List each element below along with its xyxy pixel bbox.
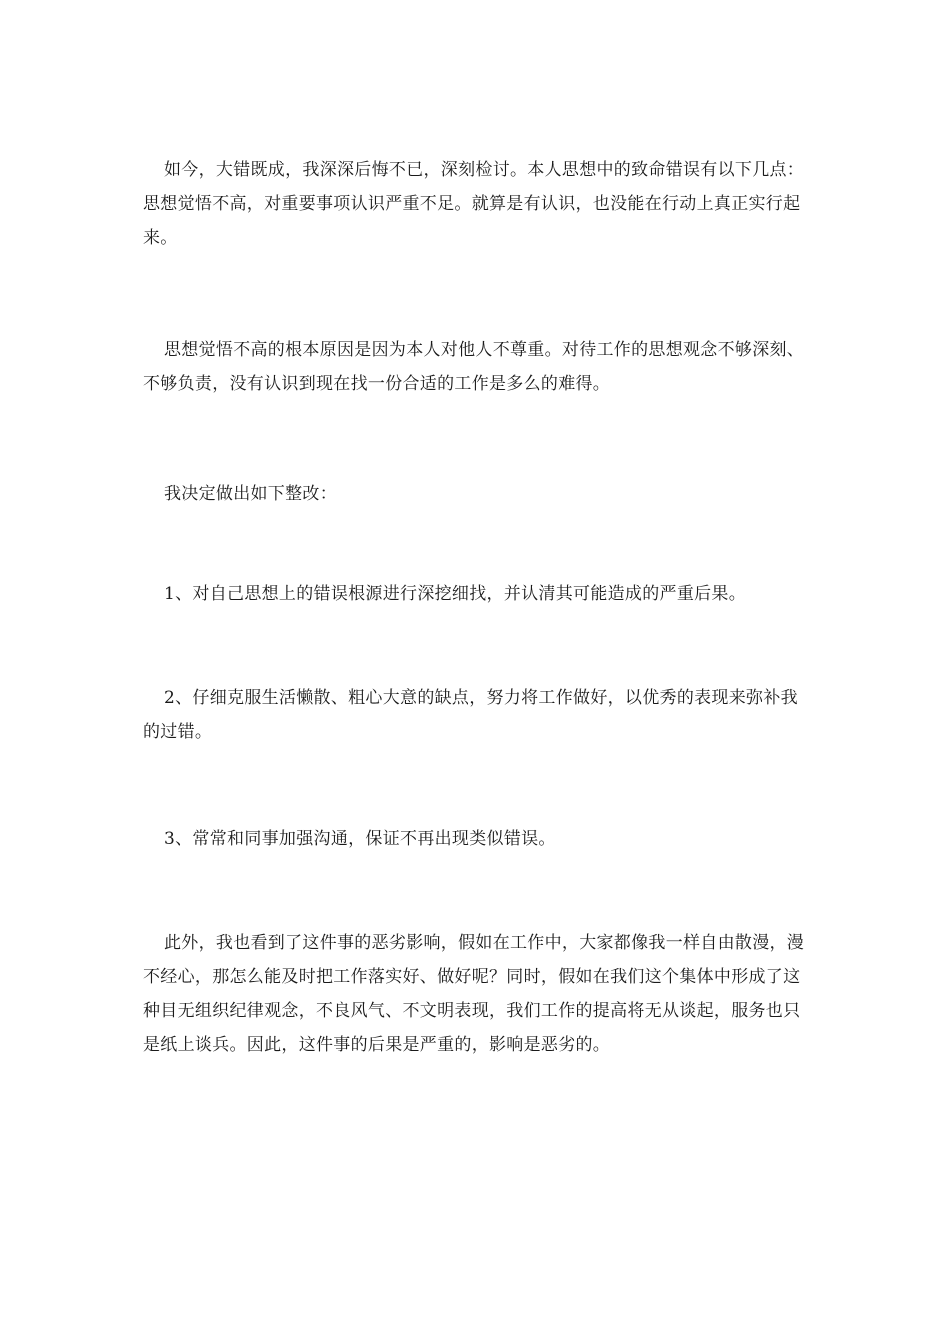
list-item-3: 3、常常和同事加强沟通，保证不再出现类似错误。 (164, 829, 556, 849)
paragraph-root-cause: 思想觉悟不高的根本原因是因为本人对他人不尊重。对待工作的思想观念不够深刻、不够负责，没有认识到现在找一份合适的工作是多么的难得。 (143, 340, 805, 394)
list-item-2: 2、仔细克服生活懒散、粗心大意的缺点，努力将工作做好，以优秀的表现来弥补我的过错。 (143, 688, 798, 742)
paragraph-consequences: 此外，我也看到了这件事的恶劣影响，假如在工作中，大家都像我一样自由散漫，漫不经心，那怎么能及时把工作落实好、做好呢？同时，假如在我们这个集体中形成了这种目无组织纪律观念，不良风气、不文明表现，我们工作的提高将无从谈起，服务也只是纸上谈兵。因此，这件事的后果是严重的，影响是恶劣的。 (143, 933, 805, 1055)
list-item-1: 1、对自己思想上的错误根源进行深挖细找，并认清其可能造成的严重后果。 (164, 584, 747, 604)
paragraph-rectification-intro: 我决定做出如下整改： (164, 484, 337, 504)
paragraph-regret: 如今，大错既成，我深深后悔不已，深刻检讨。本人思想中的致命错误有以下几点：思想觉悟不高，对重要事项认识严重不足。就算是有认识，也没能在行动上真正实行起来。 (143, 160, 805, 248)
